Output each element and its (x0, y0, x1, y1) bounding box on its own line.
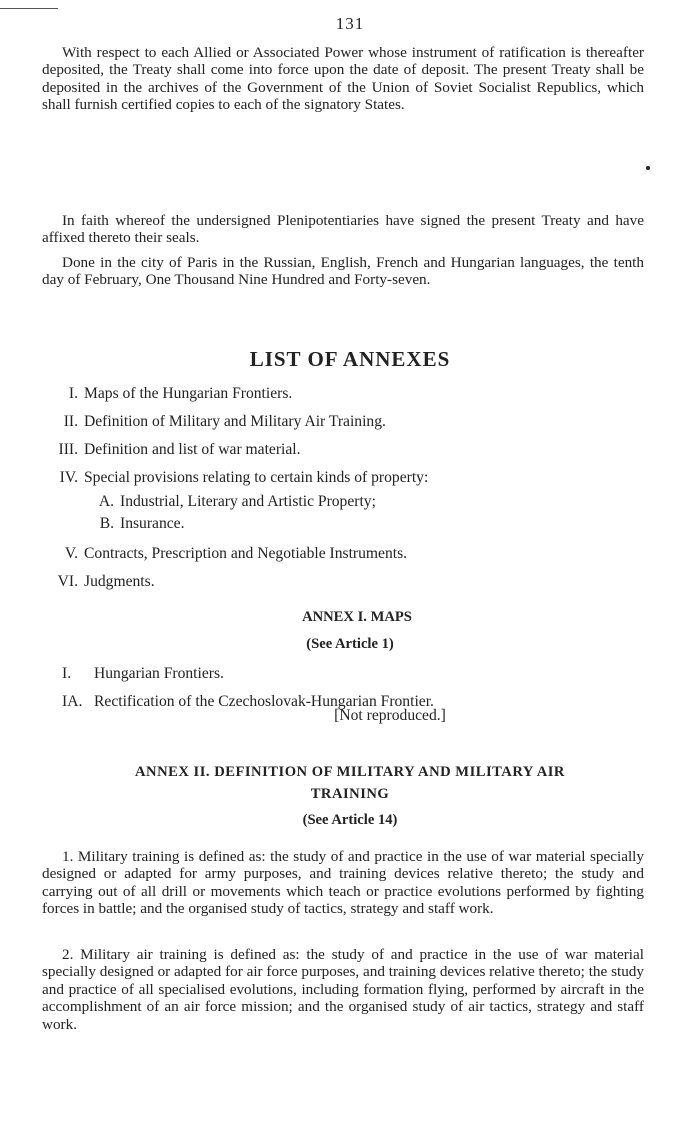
list-item (42, 468, 662, 492)
list-item (62, 664, 434, 692)
sub-item-letter: B. (99, 515, 114, 532)
military-air-training-paragraph: 2. Military air training is defined as: the study of and practice in the use of war material specially designed or adapted for air force purposes, and training devices relative thereto; the study and practice of all specialised evolutions, including formation flying, performed by aircraft in the accomplishment of an air force mission; and the organised study of air tactics, strategy and staff work. (42, 946, 644, 1033)
annexes-list (42, 384, 662, 600)
item-number: I. (62, 665, 72, 682)
item-number: IA. (62, 693, 83, 710)
list-of-annexes-title: LIST OF ANNEXES (249, 347, 451, 371)
item-text: Hungarian Frontiers. (94, 665, 224, 682)
military-training-paragraph: 1. Military training is defined as: the study of and practice in the use of war material specially designed or adapted for army purposes, and training devices relative thereto; the study and carrying out of all drill or movements which teach or practice evolutions performed by fighting forces in battle; and the organised study of tactics, strategy and staff work. (42, 848, 644, 918)
sub-list-item (42, 514, 662, 544)
item-text: Definition and list of war material. (84, 441, 301, 458)
sub-item-text: Industrial, Literary and Artistic Property; (120, 493, 376, 510)
not-reproduced-note: [Not reproduced.] (334, 707, 446, 724)
annex-2-title (60, 761, 640, 805)
item-text: Definition of Military and Military Air Training. (84, 413, 386, 430)
annex-1-reference: (See Article 1) (306, 636, 394, 652)
item-text: Special provisions relating to certain kinds of property: (84, 469, 429, 486)
annex-2-reference: (See Article 14) (302, 812, 398, 828)
item-text: Maps of the Hungarian Frontiers. (84, 385, 293, 402)
stray-mark (646, 166, 650, 170)
sub-item-text: Insurance. (120, 515, 185, 532)
annex-2-title-line-2: TRAINING (310, 786, 390, 802)
item-text: Rectification of the Czechoslovak-Hungarian Frontier. (94, 693, 434, 710)
list-item (42, 572, 662, 600)
annex-2-title-line-1: ANNEX II. DEFINITION OF MILITARY AND MILITARY AIR (135, 764, 565, 780)
item-number: VI. (57, 573, 78, 590)
item-number: V. (64, 545, 78, 562)
item-number: II. (63, 413, 78, 430)
item-text: Judgments. (84, 573, 155, 590)
item-number: I. (68, 385, 78, 402)
list-item (42, 412, 662, 440)
annex-1-title: ANNEX I. MAPS (302, 609, 412, 625)
item-text: Contracts, Prescription and Negotiable Instruments. (84, 545, 408, 562)
page-number: 131 (335, 14, 365, 33)
in-faith-paragraph: In faith whereof the undersigned Plenipotentiaries have signed the present Treaty and have affixed thereto their seals. (42, 212, 644, 247)
list-item (42, 544, 662, 572)
list-item (42, 440, 662, 468)
list-item (42, 384, 662, 412)
top-rule (0, 8, 58, 9)
item-number: III. (58, 441, 78, 458)
done-in-paragraph: Done in the city of Paris in the Russian, English, French and Hungarian languages, the tenth day of February, One Thousand Nine Hundred and Forty-seven. (42, 254, 644, 289)
sub-list-item (42, 492, 662, 514)
item-number: IV. (59, 469, 78, 486)
sub-item-letter: A. (98, 493, 114, 510)
ratification-paragraph: With respect to each Allied or Associated Power whose instrument of ratification is thereafter deposited, the Treaty shall come into force upon the date of deposit. The present Treaty shall be deposited in the archives of the Government of the Union of Soviet Socialist Republics, which shall furnish certified copies to each of the signatory States. (42, 44, 644, 114)
